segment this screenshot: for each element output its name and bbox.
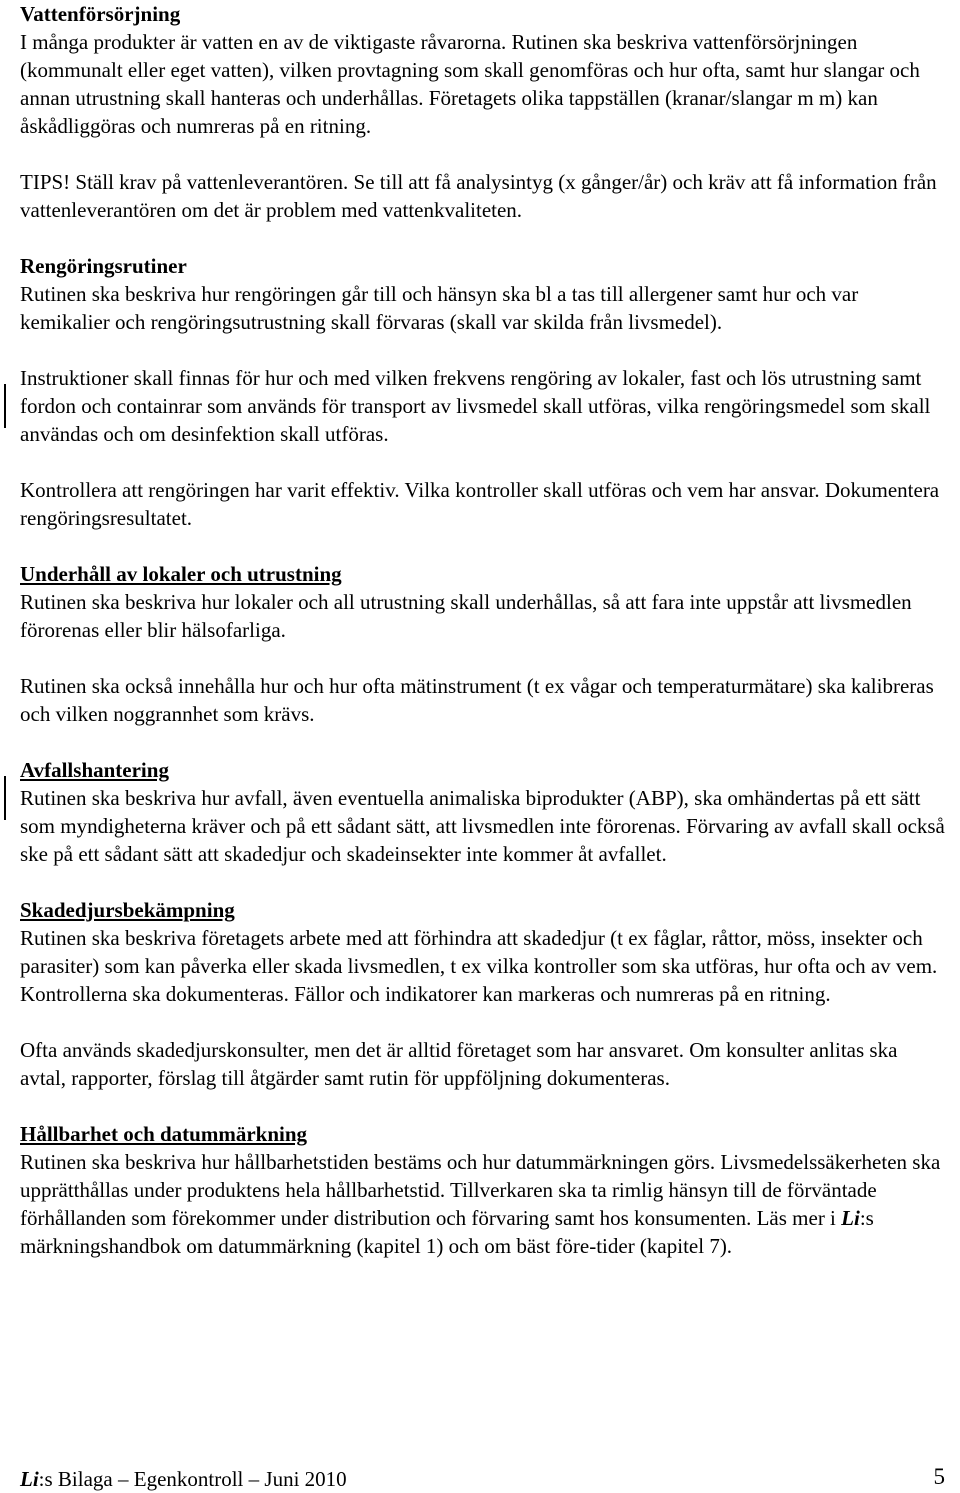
tips-paragraph: TIPS! Ställ krav på vattenleverantören. Se till att få analysintyg (x gånger/år) och kräv att få information från vattenleverantören om det är problem med vattenkvaliteten. bbox=[20, 170, 937, 222]
paragraph-text: :s märkningshandbok om datummärkning (kapitel 1) och om bäst före-tider (kapitel 7). bbox=[20, 1206, 874, 1258]
li-brand: Li bbox=[20, 1467, 39, 1491]
section-title-vattenforsorjning: Vattenförsörjning bbox=[20, 2, 181, 26]
document-page bbox=[20, 0, 945, 1260]
page-number: 5 bbox=[933, 1464, 945, 1489]
footer-text bbox=[20, 1465, 347, 1493]
paragraph: Rutinen ska också innehålla hur och hur ofta mätinstrument (t ex vågar och temperaturmätare) ska kalibreras och vilken noggrannhet som krävs. bbox=[20, 674, 934, 726]
paragraph: Rutinen ska beskriva företagets arbete med att förhindra att skadedjur (t ex fåglar, råttor, möss, insekter och parasiter) som kan påverka eller skada livsmedlen, t ex vilka kontroller som ska utföras, hur ofta och av vem. Kontrollerna ska dokumenteras. Fällor och indikatorer kan markeras och numreras på en ritning. bbox=[20, 926, 938, 1006]
paragraph: Instruktioner skall finnas för hur och med vilken frekvens rengöring av lokaler, fast och lös utrustning samt fordon och containrar som används för transport av livsmedel skall utföras, vilka rengöringsmedel som skall användas och om desinfektion skall utföras. bbox=[20, 366, 931, 446]
change-bar bbox=[4, 776, 6, 820]
section-title-skadedjursbekampning: Skadedjursbekämpning bbox=[20, 898, 235, 922]
paragraph: Rutinen ska beskriva hur lokaler och all utrustning skall underhållas, så att fara inte uppstår att livsmedlen förorenas eller blir hälsofarliga. bbox=[20, 590, 912, 642]
section-title-hallbarhet: Hållbarhet och datummärkning bbox=[20, 1122, 308, 1146]
paragraph: Rutinen ska beskriva hur avfall, även eventuella animaliska biprodukter (ABP), ska omhändertas på ett sätt som myndigheterna kräver och på ett sådant sätt, att livsmedlen inte förorenas. Förvaring av avfall skall också ske på ett sådant sätt att skadedjur och skadeinsekter inte kommer åt avfallet. bbox=[20, 786, 945, 866]
section-title-avfallshantering: Avfallshantering bbox=[20, 758, 169, 782]
change-bar bbox=[4, 384, 6, 428]
paragraph bbox=[20, 1148, 945, 1260]
section-title-rengoringsrutiner: Rengöringsrutiner bbox=[20, 254, 187, 278]
section-title-underhall: Underhåll av lokaler och utrustning bbox=[20, 562, 342, 586]
paragraph: Rutinen ska beskriva hur rengöringen går till och hänsyn ska bl a tas till allergener samt hur och var kemikalier och rengöringsutrustning skall förvaras (skall var skilda från livsmedel). bbox=[20, 282, 859, 334]
li-brand: Li bbox=[841, 1206, 860, 1230]
footer-label: :s Bilaga – Egenkontroll – Juni 2010 bbox=[38, 1467, 347, 1491]
paragraph: Kontrollera att rengöringen har varit effektiv. Vilka kontroller skall utföras och vem har ansvar. Dokumentera rengöringsresultatet. bbox=[20, 478, 940, 530]
paragraph: Ofta används skadedjurskonsulter, men det är alltid företaget som har ansvaret. Om konsulter anlitas ska avtal, rapporter, förslag till åtgärder samt rutin för uppföljning dokumenteras. bbox=[20, 1038, 898, 1090]
paragraph-text: Rutinen ska beskriva hur hållbarhetstiden bestäms och hur datummärkningen görs. Livsmedelssäkerheten ska upprätthållas under produktens hela hållbarhetstid. Tillverkaren ska ta rimlig hänsyn till de förväntade förhållanden som förekommer under distribution och förvaring samt hos konsumenten. Läs mer i bbox=[20, 1150, 941, 1230]
paragraph: I många produkter är vatten en av de viktigaste råvarorna. Rutinen ska beskriva vattenförsörjningen (kommunalt eller eget vatten), vilken provtagning som skall genomföras och hur ofta, samt hur slangar och annan utrustning skall hanteras och underhållas. Företagets olika tappställen (kranar/slangar m m) kan åskådliggöras och numreras på en ritning. bbox=[20, 30, 920, 138]
